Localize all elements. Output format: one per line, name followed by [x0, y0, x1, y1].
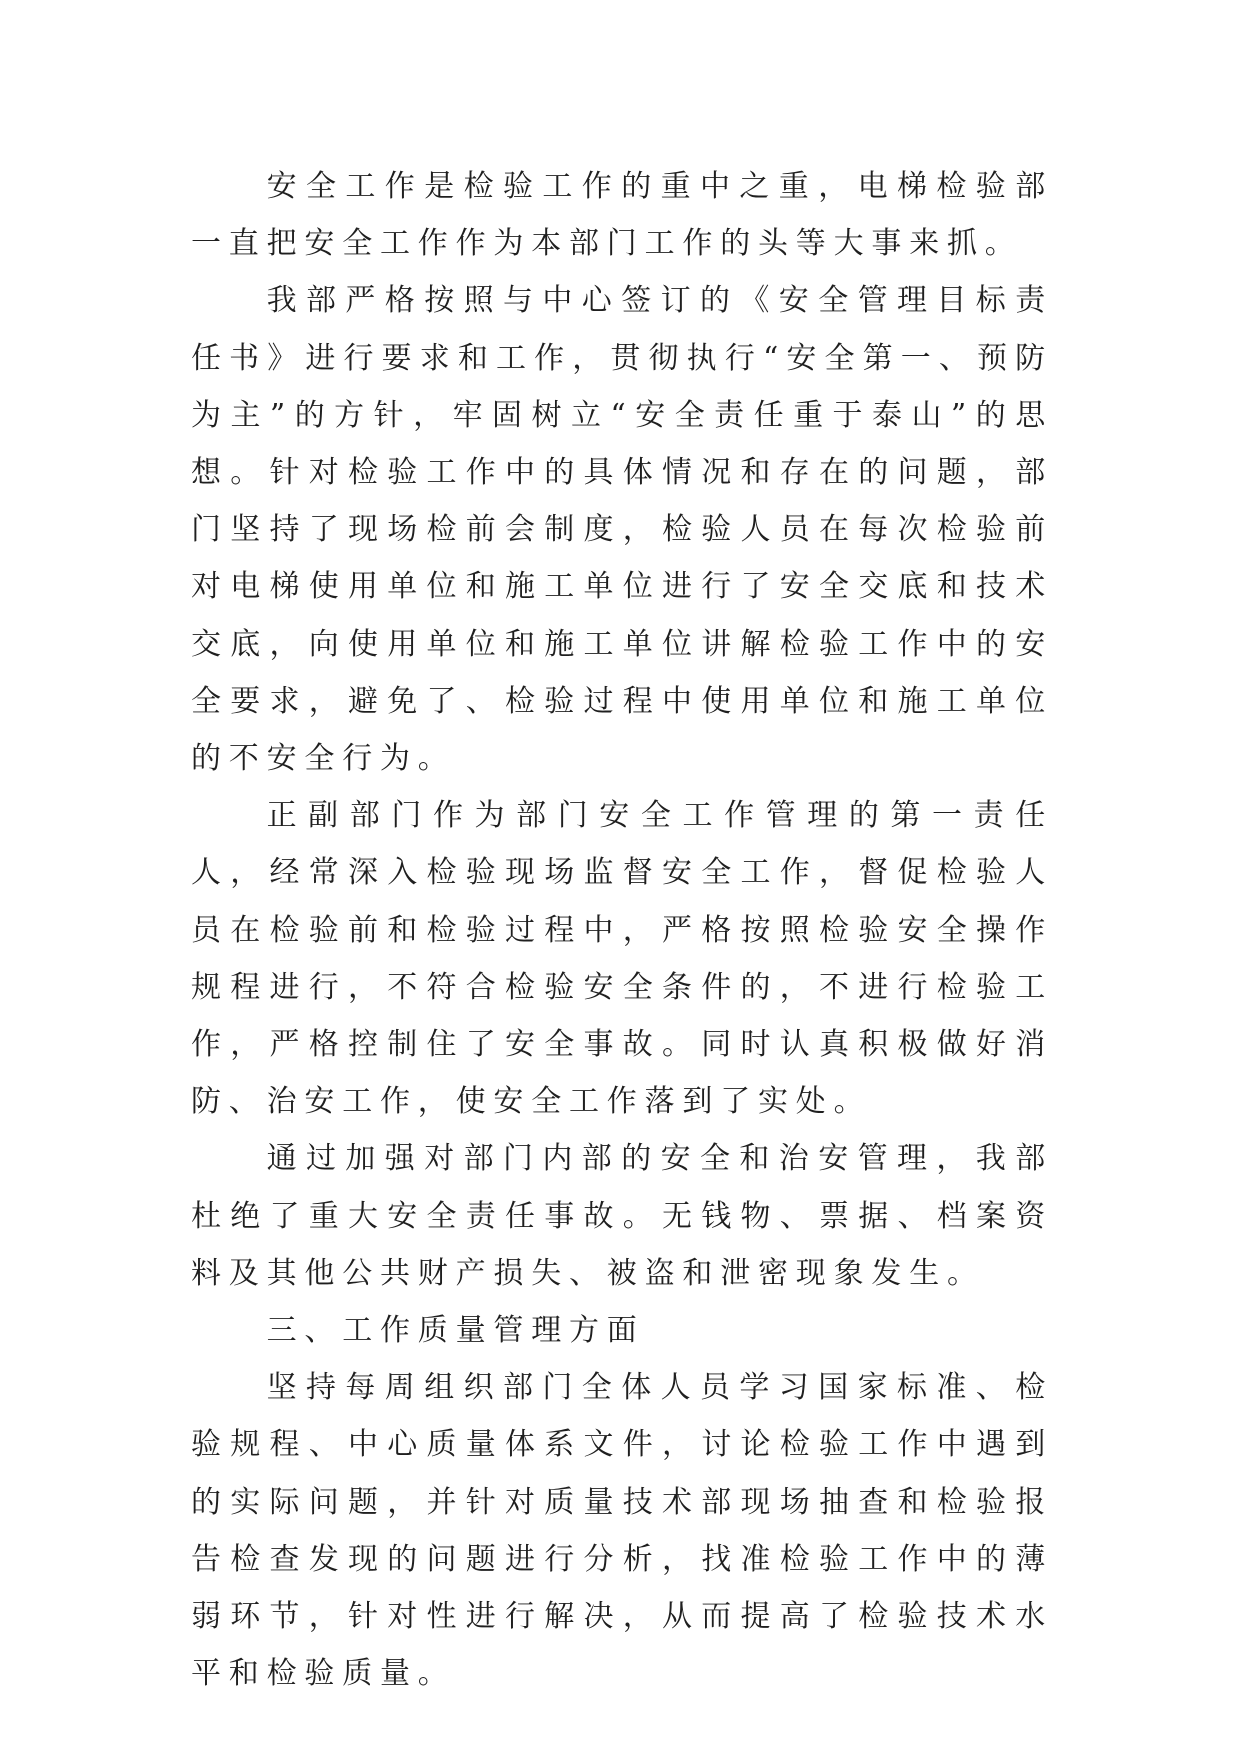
paragraph-no-accidents: 通过加强对部门内部的安全和治安管理，我部杜绝了重大安全责任事故。无钱物、票据、档案资料及其他公共财产损失、被盗和泄密现象发生。 [191, 1141, 1053, 1291]
paragraph-quality-training: 坚持每周组织部门全体人员学习国家标准、检验规程、中心质量体系文件，讨论检验工作中遇到的实际问题，并针对质量技术部现场抽查和检验报告检查发现的问题进行分析，找准检验工作中的薄弱环节，针对性进行解决，从而提高了检验技术水平和检验质量。 [191, 1370, 1053, 1692]
section-heading-quality-management: 三、工作质量管理方面 [266, 1313, 645, 1349]
paragraph-safety-responsibility: 我部严格按照与中心签订的《安全管理目标责任书》进行要求和工作，贯彻执行“安全第一、预防为主”的方针，牢固树立“安全责任重于泰山”的思想。针对检验工作中的具体情况和存在的问题，部门坚持了现场检前会制度，检验人员在每次检验前对电梯使用单位和施工单位进行了安全交底和技术交底，向使用单位和施工单位讲解检验工作中的安全要求，避免了、检验过程中使用单位和施工单位的不安全行为。 [191, 283, 1053, 777]
document-body [191, 158, 1053, 1702]
paragraph-leadership-supervision: 正副部门作为部门安全工作管理的第一责任人，经常深入检验现场监督安全工作，督促检验人员在检验前和检验过程中，严格按照检验安全操作规程进行，不符合检验安全条件的，不进行检验工作，严格控制住了安全事故。同时认真积极做好消防、治安工作，使安全工作落到了实处。 [191, 798, 1053, 1120]
paragraph-safety-priority: 安全工作是检验工作的重中之重，电梯检验部一直把安全工作作为本部门工作的头等大事来抓。 [191, 169, 1053, 262]
